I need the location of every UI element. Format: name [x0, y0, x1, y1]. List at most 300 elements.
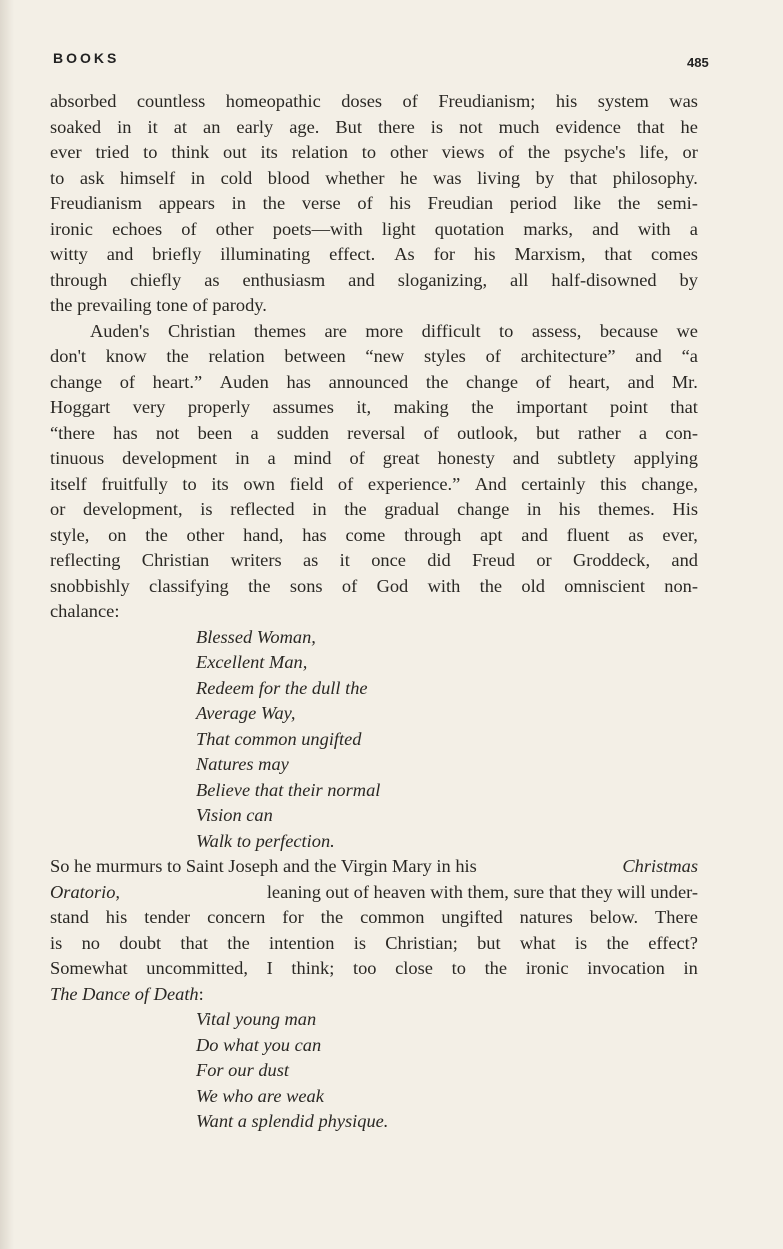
word: assumes [272, 397, 334, 417]
word: or [682, 142, 698, 162]
word: assess, [531, 320, 582, 341]
work-title: Oratorio, [50, 881, 120, 902]
word: that [604, 244, 632, 264]
word: he [400, 167, 418, 188]
word: the [248, 575, 271, 596]
word: and [671, 550, 698, 570]
word: of [181, 218, 197, 239]
verse-line: Average Way, [196, 703, 296, 723]
word: once [371, 550, 406, 570]
word: itself [50, 473, 87, 494]
text-line [50, 523, 698, 549]
word: evidence [555, 116, 621, 137]
word: reversal [347, 422, 406, 443]
word: His [672, 499, 698, 519]
text-line [50, 880, 698, 906]
text-line: chalance: [50, 601, 120, 621]
word: and [521, 524, 548, 545]
word: and [627, 371, 655, 392]
verse-line: For our dust [196, 1060, 289, 1080]
word: of [341, 575, 358, 596]
text-line [50, 931, 698, 957]
word: but [477, 932, 501, 953]
word: the [227, 932, 250, 953]
word: the [479, 575, 503, 596]
word: rather [577, 422, 621, 443]
word: or [536, 550, 552, 570]
word: the [606, 932, 629, 953]
word: was [669, 91, 698, 111]
paragraph-1 [50, 89, 698, 319]
verse-line: Walk to perfection. [196, 830, 335, 851]
word: ask [79, 167, 105, 188]
word: his [558, 499, 581, 519]
word: heart, [568, 371, 610, 392]
word: Auden [219, 371, 269, 392]
word: its [260, 142, 278, 162]
word: Marxism, [514, 244, 586, 264]
word: has [113, 422, 138, 443]
word: sudden [276, 422, 329, 443]
text-line [50, 395, 698, 421]
word: his [105, 907, 128, 927]
word: himself [119, 167, 176, 188]
word: absorbed [50, 91, 117, 111]
word: field [289, 473, 324, 494]
word: half-disowned [551, 269, 657, 290]
word: a [689, 218, 698, 239]
word: a [638, 422, 648, 443]
word: the [320, 907, 344, 927]
word: point [610, 397, 648, 417]
word: out [223, 142, 247, 162]
word: to [499, 320, 514, 341]
word: through [50, 269, 108, 290]
word: as [302, 550, 319, 570]
word: to [451, 958, 466, 978]
word: semi- [657, 193, 698, 213]
word: a [267, 448, 276, 468]
word: has [286, 371, 311, 392]
word: homeopathic [225, 91, 321, 111]
word: intention [269, 932, 335, 953]
word: relation [208, 346, 265, 366]
word: of [357, 193, 373, 213]
word: there [377, 116, 415, 137]
word: in [312, 499, 327, 519]
verse-line: Do what you can [196, 1034, 322, 1055]
word: uncommitted, [146, 958, 248, 978]
word: the [262, 193, 286, 213]
word: soaked [50, 116, 102, 137]
word: Freudian [427, 193, 494, 213]
word: think; [291, 958, 335, 978]
word: it, [356, 397, 372, 417]
word: the [166, 346, 189, 366]
word: Mr. [671, 371, 698, 392]
word: living [477, 167, 521, 188]
word: development, [83, 499, 183, 519]
word: between [284, 346, 346, 366]
word: as [204, 269, 220, 290]
word: difficult [421, 320, 481, 341]
word: “there [50, 422, 95, 443]
word: effect? [648, 932, 698, 953]
word: style, [50, 524, 90, 545]
verse-line: Want a splendid physique. [196, 1111, 389, 1131]
word: omniscient [564, 575, 645, 596]
word: fluent [566, 524, 610, 545]
word: non- [664, 575, 698, 596]
word: I [266, 958, 273, 978]
word: making [393, 397, 449, 417]
word: too [352, 958, 377, 978]
word: not [459, 116, 483, 137]
word: much [498, 116, 540, 137]
text-line [50, 319, 698, 345]
word: with [637, 218, 671, 239]
word: Auden's [90, 320, 150, 341]
word: what [519, 932, 556, 953]
word: ever, [662, 524, 698, 545]
text-line [50, 370, 698, 396]
word: with [427, 575, 461, 596]
word: the [425, 371, 449, 392]
word: that [569, 167, 598, 188]
word: of [423, 422, 439, 443]
word: snobbishly [50, 575, 130, 596]
word: it [147, 116, 158, 137]
word: been [197, 422, 233, 443]
word: change [457, 499, 510, 519]
verse-line: Redeem for the dull the [196, 677, 368, 698]
word: to [50, 167, 65, 188]
word: but [536, 422, 560, 443]
word: its [211, 473, 229, 494]
word: There [655, 907, 698, 927]
word: change [465, 371, 519, 392]
word: early [236, 116, 274, 137]
word: applying [633, 448, 698, 468]
word: Christian [167, 320, 236, 341]
word: architecture” [520, 346, 616, 366]
word: was [432, 167, 462, 188]
word: that [670, 397, 698, 417]
word: and [348, 269, 375, 290]
paragraph-2 [50, 319, 698, 625]
text-line [50, 344, 698, 370]
word: old [521, 575, 545, 596]
text-line [50, 89, 698, 115]
text-span: So he murmurs to Saint Joseph and the Virgin Mary in his [50, 856, 477, 876]
text-line [50, 191, 698, 217]
word: comes [650, 244, 698, 264]
word: are [324, 320, 347, 341]
work-title: Christmas [622, 856, 698, 876]
word: the [527, 142, 551, 162]
word: psyche's [564, 142, 626, 162]
word: has [302, 524, 327, 545]
word: As [394, 244, 415, 264]
word: he [680, 116, 698, 137]
word: other [186, 524, 225, 545]
word: Freudianism [50, 193, 142, 213]
text-line [50, 140, 698, 166]
text-span: : [198, 983, 204, 1004]
word: great [382, 448, 420, 468]
verse-line: Blessed Woman, [196, 626, 316, 647]
text-line [50, 421, 698, 447]
verse-line: Vision can [196, 805, 273, 825]
body-text [50, 89, 698, 1135]
word: and [512, 448, 540, 468]
word: announced [328, 371, 409, 392]
word: views [441, 142, 485, 162]
word: ever [50, 142, 82, 162]
word: hand, [243, 524, 284, 545]
word: of [402, 91, 418, 111]
word: philosophy. [612, 167, 698, 188]
text-line [50, 854, 698, 880]
word: his [389, 193, 411, 213]
text-line [50, 982, 698, 1008]
word: appears [158, 193, 215, 213]
word: in [235, 448, 250, 468]
word: of [485, 346, 501, 366]
word: verse [301, 193, 341, 213]
word: is [574, 932, 588, 953]
word: other [390, 142, 428, 162]
word: concern [207, 907, 266, 927]
verse-line: Vital young man [196, 1009, 317, 1029]
word: classifying [149, 575, 229, 596]
verse-quotation-2 [50, 1007, 698, 1135]
word: experience.” [367, 473, 461, 494]
word: to [361, 142, 377, 162]
word: And [474, 473, 507, 494]
word: in [231, 193, 246, 213]
word: But [335, 116, 362, 137]
verse-line: Excellent Man, [196, 652, 308, 672]
word: for [282, 907, 304, 927]
word: tender [144, 907, 191, 927]
word: or [50, 499, 66, 519]
word: ironic [525, 958, 569, 978]
word: change [50, 371, 103, 392]
word: don't [50, 346, 87, 366]
word: outlook, [457, 422, 518, 443]
word: cold [220, 167, 253, 188]
word: writers [230, 550, 282, 570]
word: honesty [437, 448, 495, 468]
word: tinuous [50, 448, 105, 468]
word: stand [50, 907, 89, 927]
word: important [516, 397, 588, 417]
word: is [353, 932, 366, 953]
word: whether [325, 167, 385, 188]
word: Freudianism; [438, 91, 536, 111]
word: his [555, 91, 578, 111]
word: no [81, 932, 100, 953]
word: mind [293, 448, 332, 468]
word: the [484, 958, 508, 978]
word: sloganizing, [397, 269, 488, 290]
word: in [526, 499, 542, 519]
word: we [676, 320, 698, 341]
word: echoes [112, 218, 163, 239]
word: of [535, 371, 552, 392]
word: of [498, 142, 514, 162]
word: and [635, 346, 662, 366]
word: his [474, 244, 496, 264]
text-line [50, 446, 698, 472]
word: witty [50, 244, 88, 264]
word: system [597, 91, 649, 111]
word: a [250, 422, 259, 443]
word: it [339, 550, 350, 570]
word: ungifted [441, 907, 503, 927]
text-line [50, 497, 698, 523]
word: this [600, 473, 627, 494]
word: own [243, 473, 275, 494]
word: is [50, 932, 63, 953]
word: in [190, 167, 205, 188]
word: know [105, 346, 147, 366]
word: by [535, 167, 555, 188]
word: not [155, 422, 180, 443]
word: common [360, 907, 425, 927]
word: change, [641, 473, 698, 494]
word: Freud [472, 550, 515, 570]
word: and [592, 218, 619, 239]
word: in [117, 116, 132, 137]
text-span: leaning out of heaven with them, sure that they will under- [266, 881, 698, 902]
text-line [50, 956, 698, 982]
word: the [617, 193, 641, 213]
word: Hoggart [50, 397, 111, 417]
word: ironic [50, 218, 93, 239]
word: and [106, 244, 134, 264]
text-line: the prevailing tone of parody. [50, 295, 267, 315]
verse-line: Natures may [196, 754, 289, 774]
word: briefly [152, 244, 202, 264]
word: God [376, 575, 409, 596]
word: gradual [384, 499, 440, 519]
word: fruitfully [101, 473, 168, 494]
word: on [108, 524, 127, 545]
word: an [203, 116, 221, 137]
word: the [145, 524, 168, 545]
word: themes. [598, 499, 655, 519]
word: Christian [141, 550, 210, 570]
text-line [50, 905, 698, 931]
word: illuminating [220, 244, 311, 264]
running-head: BOOKS [53, 50, 120, 66]
word: “new [365, 346, 405, 366]
page-number: 485 [687, 55, 709, 70]
word: in [683, 958, 698, 978]
word: by [679, 269, 698, 290]
word: light [381, 218, 416, 239]
word: chiefly [130, 269, 182, 290]
word: Christian; [385, 932, 458, 953]
word: to [182, 473, 197, 494]
word: doses [341, 91, 383, 111]
word: because [599, 320, 659, 341]
word: below. [589, 907, 639, 927]
text-line [50, 242, 698, 268]
word: did [427, 550, 451, 570]
word: properly [187, 397, 251, 417]
word: doubt [119, 932, 162, 953]
word: sons [289, 575, 323, 596]
text-line [50, 217, 698, 243]
text-line [50, 268, 698, 294]
word: other [215, 218, 254, 239]
word: Somewhat [50, 958, 128, 978]
word: marks, [523, 218, 573, 239]
verse-quotation-1 [50, 625, 698, 855]
word: is [430, 116, 444, 137]
word: themes [253, 320, 306, 341]
word: poets—with [272, 218, 363, 239]
word: is [200, 499, 213, 519]
word: invocation [587, 958, 665, 978]
text-line [50, 574, 698, 600]
word: to [143, 142, 158, 162]
word: apt [480, 524, 503, 545]
verse-line: That common ungifted [196, 728, 362, 749]
word: blood [267, 167, 310, 188]
paragraph-3 [50, 854, 698, 1007]
word: relation [291, 142, 348, 162]
word: Groddeck, [572, 550, 651, 570]
word: enthusiasm [242, 269, 326, 290]
word: reflected [230, 499, 295, 519]
word: age. [289, 116, 320, 137]
word: that [636, 116, 665, 137]
word: all [510, 269, 529, 290]
page-edge-shadow [0, 0, 14, 1249]
word: through [404, 524, 462, 545]
word: at [173, 116, 187, 137]
word: life, [639, 142, 669, 162]
word: quotation [434, 218, 505, 239]
word: close [395, 958, 433, 978]
word: the [344, 499, 367, 519]
text-line [50, 472, 698, 498]
word: very [132, 397, 166, 417]
word: styles [423, 346, 466, 366]
text-line [50, 115, 698, 141]
word: certainly [521, 473, 586, 494]
work-title: The Dance of Death [50, 983, 199, 1004]
word: heart.” [152, 371, 203, 392]
word: that [180, 932, 208, 953]
word: con- [665, 422, 698, 443]
word: of [337, 473, 354, 494]
word: tried [95, 142, 130, 162]
word: subtlety [557, 448, 616, 468]
word: countless [136, 91, 206, 111]
verse-line: We who are weak [196, 1085, 324, 1106]
verse-line: Believe that their normal [196, 779, 381, 800]
word: come [345, 524, 386, 545]
word: period [509, 193, 557, 213]
word: natures [519, 907, 573, 927]
word: of [119, 371, 136, 392]
word: for [433, 244, 456, 264]
